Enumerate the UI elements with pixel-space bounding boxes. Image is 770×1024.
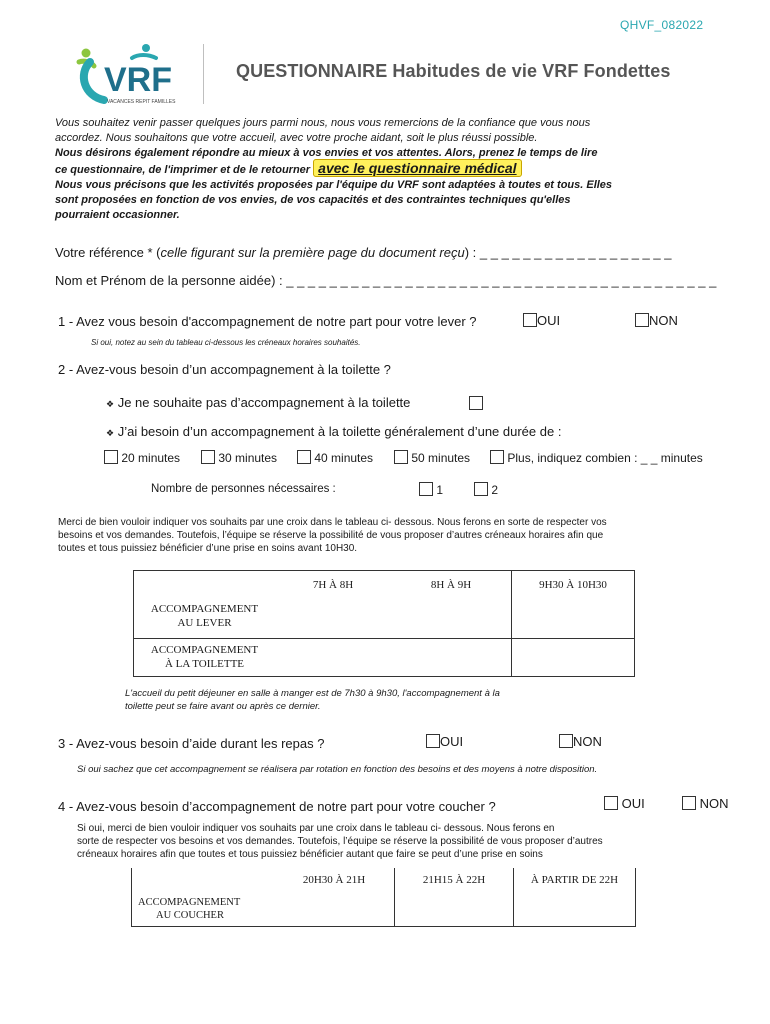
duration-label: 20 minutes — [121, 451, 181, 465]
checkbox[interactable] — [523, 313, 537, 327]
q2-text: 2 - Avez-vous besoin d’un accompagnement à la toilette ? — [58, 362, 391, 377]
slot-header: 7H À 8H — [312, 579, 354, 591]
intro-line: accordez. Nous souhaitons que votre accueil, avec votre proche aidant, soit le plus réussi possible. — [55, 132, 538, 144]
para-line: sorte de respecter vos besoins et vos demandes. Toutefois, l’équipe se réserve la possibilité de vous proposer d’autres — [77, 836, 603, 847]
duration-more[interactable] — [490, 450, 703, 465]
reference-label-end: ) : — [464, 245, 480, 260]
checkbox[interactable] — [490, 450, 504, 464]
checkbox[interactable] — [394, 450, 408, 464]
name-blank[interactable]: _ _ _ _ _ _ _ _ _ _ _ _ _ _ _ _ _ _ _ _ _ _ _ _ _ _ _ _ _ _ _ _ _ _ _ _ _ _ _ _ — [286, 273, 717, 288]
reference-label-italic: celle figurant sur la première page du document reçu — [160, 245, 465, 260]
q4-non-label: NON — [699, 796, 729, 811]
note-line: toilette peut se faire avant ou après ce dernier. — [125, 701, 321, 712]
intro-line-part: ce questionnaire, de l'imprimer et de le retourner — [55, 164, 311, 176]
duration-label: 50 minutes — [411, 451, 471, 465]
q3-oui-option[interactable] — [426, 734, 463, 749]
q1-text: 1 - Avez vous besoin d'accompagnement de notre part pour votre lever ? — [58, 314, 477, 329]
row-label-toilette — [134, 639, 276, 677]
checkbox[interactable] — [426, 734, 440, 748]
logo-divider — [203, 44, 204, 104]
intro-line: pourraient occasionner. — [55, 209, 180, 221]
q1-non-option[interactable] — [635, 313, 678, 328]
checkbox[interactable] — [682, 796, 696, 810]
checkbox[interactable] — [604, 796, 618, 810]
slot-cell[interactable] — [391, 639, 512, 677]
intro-line: Vous souhaitez venir passer quelques jours parmi nous, nous vous remercions de la confiance que vous nous — [55, 117, 591, 129]
row-label-line: ACCOMPAGNEMENT — [138, 897, 241, 908]
q1-note: Si oui, notez au sein du tableau ci-dessous les créneaux horaires souhaités. — [91, 338, 361, 347]
q2-option-help — [106, 424, 561, 439]
q4-text: 4 - Avez-vous besoin d’accompagnement de notre part pour votre coucher ? — [58, 799, 496, 814]
table-corner — [134, 571, 276, 598]
slot-cell[interactable] — [275, 598, 391, 639]
q1-non-label: NON — [649, 313, 678, 328]
slot-cell[interactable] — [512, 598, 635, 639]
para-line: Si oui, merci de bien vouloir indiquer vos souhaits par une croix dans le tableau ci- dessous. Nous ferons en — [77, 823, 555, 834]
q3-note: Si oui sachez que cet accompagnement se réalisera par rotation en fonction des besoins et des moyens à notre disposition. — [77, 764, 598, 775]
page-title: QUESTIONNAIRE Habitudes de vie VRF Fondettes — [236, 61, 671, 81]
checkbox[interactable] — [474, 482, 488, 496]
duration-40[interactable] — [297, 450, 373, 465]
checkbox[interactable] — [469, 396, 483, 410]
persons-label: Nombre de personnes nécessaires : — [151, 483, 336, 495]
schedule-instructions — [58, 516, 725, 555]
persons-2[interactable] — [474, 482, 498, 497]
intro-line: Nous désirons également répondre au mieux à vos envies et vos attentes. Alors, prenez le temps de lire — [55, 147, 598, 159]
intro-text — [55, 116, 715, 223]
breakfast-note — [125, 687, 625, 713]
q4-non-option[interactable] — [682, 796, 729, 811]
persons-1[interactable] — [419, 482, 443, 497]
row-label-coucher — [132, 892, 275, 926]
checkbox[interactable] — [635, 313, 649, 327]
para-line: besoins et vos demandes. Toutefois, l’équipe se réserve la possibilité de vous proposer d’autres créneaux horaires afin que — [58, 530, 604, 541]
diamond-bullet-icon: ❖ — [106, 428, 115, 438]
checkbox[interactable] — [201, 450, 215, 464]
intro-line: sont proposées en fonction de vos envies, de vos capacités et des contraintes techniques qu'elles — [55, 194, 571, 206]
duration-50[interactable] — [394, 450, 470, 465]
q4-oui-label: OUI — [621, 796, 645, 811]
q2-opt2-label: J’ai besoin d’un accompagnement à la toilette généralement d’une durée de : — [117, 424, 562, 439]
para-line: toutes et tous puissiez bénéficier d’une prise en soins avant 10H30. — [58, 543, 358, 554]
q1-oui-option[interactable] — [523, 313, 560, 328]
morning-schedule-table — [133, 570, 635, 677]
name-field[interactable] — [55, 273, 716, 288]
duration-label: Plus, indiquez combien : _ _ minutes — [507, 451, 703, 465]
vrf-logo — [74, 40, 209, 106]
q4-instructions — [77, 822, 722, 861]
slot-cell[interactable] — [274, 892, 395, 926]
duration-label: 40 minutes — [314, 451, 374, 465]
q3-text: 3 - Avez-vous besoin d’aide durant les repas ? — [58, 736, 325, 751]
q3-oui-label: OUI — [440, 734, 464, 749]
checkbox[interactable] — [559, 734, 573, 748]
diamond-bullet-icon: ❖ — [106, 399, 115, 409]
row-label-lever — [134, 598, 276, 639]
q3-non-label: NON — [573, 734, 602, 749]
intro-line: Nous vous précisons que les activités proposées par l'équipe du VRF sont adaptées à toutes et tous. Elles — [55, 179, 613, 191]
para-line: Merci de bien vouloir indiquer vos souhaits par une croix dans le tableau ci- dessous. Nous ferons en sorte de respecter vos — [58, 517, 607, 528]
slot-cell[interactable] — [395, 892, 514, 926]
intro-line — [55, 161, 715, 178]
slot-header: 9H30 À 10H30 — [512, 571, 635, 598]
row-label-line: ACCOMPAGNEMENT — [150, 644, 259, 656]
evening-schedule-table — [131, 868, 636, 927]
row-label-line: AU LEVER — [177, 616, 232, 629]
slot-header: À PARTIR DE 22H — [514, 868, 636, 892]
logo-tagline: VACANCES REPIT FAMILLES — [107, 99, 176, 105]
reference-label: Votre référence * ( — [55, 245, 161, 260]
q1-oui-label: OUI — [537, 313, 561, 328]
medical-questionnaire-highlight: avec le questionnaire médical — [313, 159, 521, 177]
slot-cell[interactable] — [512, 639, 635, 677]
slot-header: 8H À 9H — [391, 571, 512, 598]
slot-cell[interactable] — [275, 639, 391, 677]
duration-20[interactable] — [104, 450, 180, 465]
q3-non-option[interactable] — [559, 734, 602, 749]
table-corner — [132, 868, 275, 892]
q2-option-no-help[interactable] — [106, 395, 410, 410]
checkbox[interactable] — [297, 450, 311, 464]
slot-cell[interactable] — [391, 598, 512, 639]
q2-opt1-checkbox[interactable] — [469, 395, 483, 413]
slot-header: 21H15 À 22H — [395, 868, 514, 892]
row-label-line: À LA TOILETTE — [164, 658, 245, 670]
slot-header: 20H30 À 21H — [274, 868, 395, 892]
q2-opt1-label: Je ne souhaite pas d’accompagnement à la toilette — [117, 395, 411, 410]
persons-label-1: 1 — [436, 483, 444, 497]
slot-cell[interactable] — [514, 892, 636, 926]
vrf-logo-mark — [74, 40, 209, 106]
persons-label-2: 2 — [491, 483, 499, 497]
document-code: QHVF_082022 — [620, 18, 704, 32]
name-label: Nom et Prénom de la personne aidée) : — [55, 273, 287, 288]
para-line: créneaux horaires afin que toutes et tous puissiez bénéficier autant que faire se peut d’une prise en soins — [77, 849, 543, 860]
note-line: L'accueil du petit déjeuner en salle à manger est de 7h30 à 9h30, l'accompagnement à la — [125, 688, 500, 699]
q4-oui-option[interactable] — [604, 796, 645, 811]
logo-brand: VRF — [104, 61, 172, 99]
row-label-line: AU COUCHER — [156, 910, 224, 921]
checkbox[interactable] — [419, 482, 433, 496]
duration-30[interactable] — [201, 450, 277, 465]
reference-field[interactable] — [55, 245, 671, 260]
row-label-line: ACCOMPAGNEMENT — [150, 602, 259, 615]
duration-label: 30 minutes — [218, 451, 278, 465]
reference-blank[interactable]: _ _ _ _ _ _ _ _ _ _ _ _ _ _ _ _ _ _ — [479, 245, 672, 260]
checkbox[interactable] — [104, 450, 118, 464]
